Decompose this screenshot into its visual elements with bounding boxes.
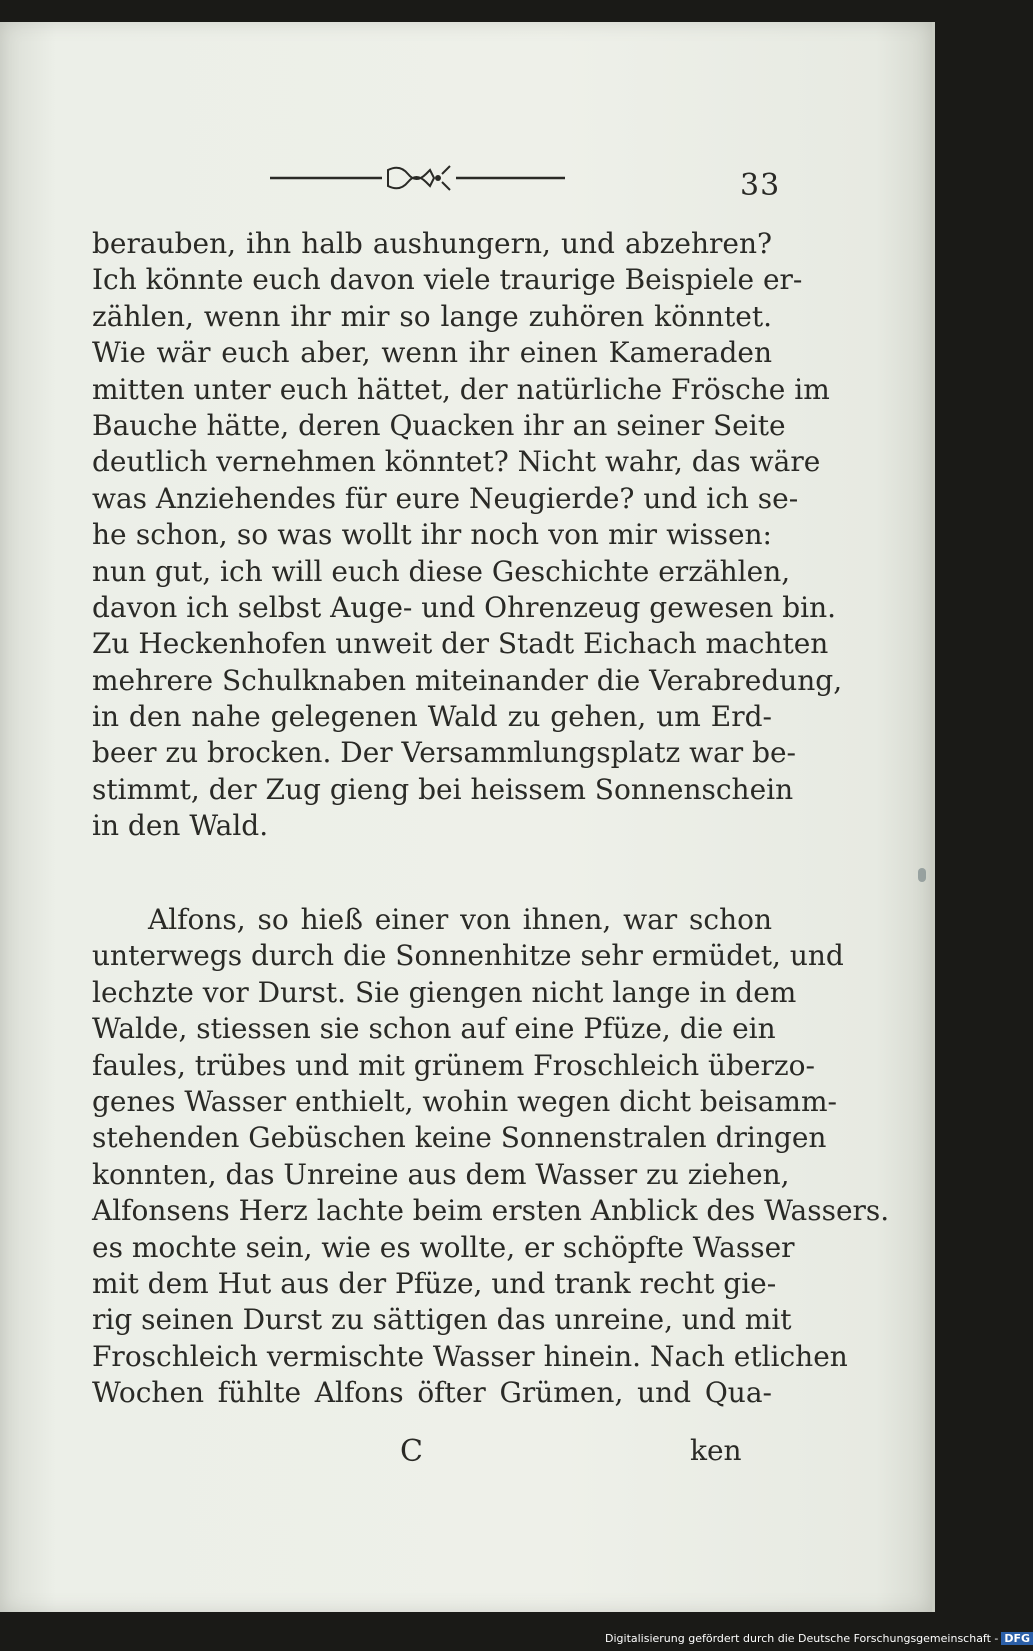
- paragraph-1: [92, 226, 843, 845]
- text-line: mehrere Schulknaben miteinander die Verabredung,: [92, 663, 843, 697]
- text-line: konnten, das Unreine aus dem Wasser zu ziehen,: [92, 1157, 790, 1191]
- text-line: in den nahe gelegenen Wald zu gehen, um Erd-: [92, 700, 772, 734]
- ornament-divider-icon: [270, 156, 590, 196]
- text-line: Zu Heckenhofen unweit der Stadt Eichach machten: [92, 627, 829, 661]
- text-line: stimmt, der Zug gieng bei heissem Sonnenschein: [92, 772, 794, 806]
- text-line: lechzte vor Durst. Sie giengen nicht lange in dem: [92, 975, 797, 1009]
- text-line: deutlich vernehmen könntet? Nicht wahr, das wäre: [92, 445, 821, 479]
- digitization-credit: [605, 1632, 1033, 1645]
- edge-mark: [918, 868, 926, 882]
- text-line: in den Wald.: [92, 809, 269, 843]
- text-line: Bauche hätte, deren Quacken ihr an seiner Seite: [92, 408, 786, 442]
- credit-text: Digitalisierung gefördert durch die Deutsche Forschungsgemeinschaft -: [605, 1632, 999, 1645]
- paragraph-2: [92, 902, 890, 1411]
- text-line: Alfonsens Herz lachte beim ersten Anblick des Wassers.: [92, 1194, 890, 1228]
- text-line: Froschleich vermischte Wasser hinein. Nach etlichen: [92, 1339, 848, 1373]
- text-line: faules, trübes und mit grünem Froschleich überzo-: [92, 1048, 815, 1082]
- text-line: es mochte sein, wie es wollte, er schöpfte Wasser: [92, 1230, 795, 1264]
- dfg-logo: DFG: [1001, 1632, 1033, 1645]
- text-line: was Anziehendes für eure Neugierde? und ich se-: [92, 481, 799, 515]
- signature-mark: C: [400, 1434, 423, 1469]
- text-line: Ich könnte euch davon viele traurige Beispiele er-: [92, 263, 803, 297]
- text-line: rig seinen Durst zu sättigen das unreine, und mit: [92, 1303, 792, 1337]
- text-line: Wochen fühlte Alfons öfter Grümen, und Qua-: [92, 1376, 772, 1410]
- text-line: zählen, wenn ihr mir so lange zuhören könntet.: [92, 299, 772, 333]
- text-line: berauben, ihn halb aushungern, und abzehren?: [92, 227, 772, 260]
- page-number: 33: [740, 168, 781, 203]
- text-line: Alfons, so hieß einer von ihnen, war schon: [148, 903, 772, 936]
- text-line: nun gut, ich will euch diese Geschichte erzählen,: [92, 554, 791, 588]
- text-line: unterwegs durch die Sonnenhitze sehr ermüdet, und: [92, 939, 844, 973]
- text-line: stehenden Gebüschen keine Sonnenstralen dringen: [92, 1121, 827, 1155]
- book-page: [0, 22, 935, 1612]
- text-line: mitten unter euch hättet, der natürliche Frösche im: [92, 372, 830, 406]
- text-line: genes Wasser enthielt, wohin wegen dicht beisamm-: [92, 1084, 837, 1118]
- text-line: he schon, so was wollt ihr noch von mir wissen:: [92, 518, 772, 552]
- text-line: Walde, stiessen sie schon auf eine Pfüze, die ein: [92, 1012, 776, 1046]
- text-line: beer zu brocken. Der Versammlungsplatz war be-: [92, 736, 797, 770]
- text-line: mit dem Hut aus der Pfüze, und trank recht gie-: [92, 1266, 777, 1300]
- catchword: ken: [690, 1434, 742, 1467]
- text-line: Wie wär euch aber, wenn ihr einen Kameraden: [92, 336, 772, 370]
- text-line: davon ich selbst Auge- und Ohrenzeug gewesen bin.: [92, 590, 837, 624]
